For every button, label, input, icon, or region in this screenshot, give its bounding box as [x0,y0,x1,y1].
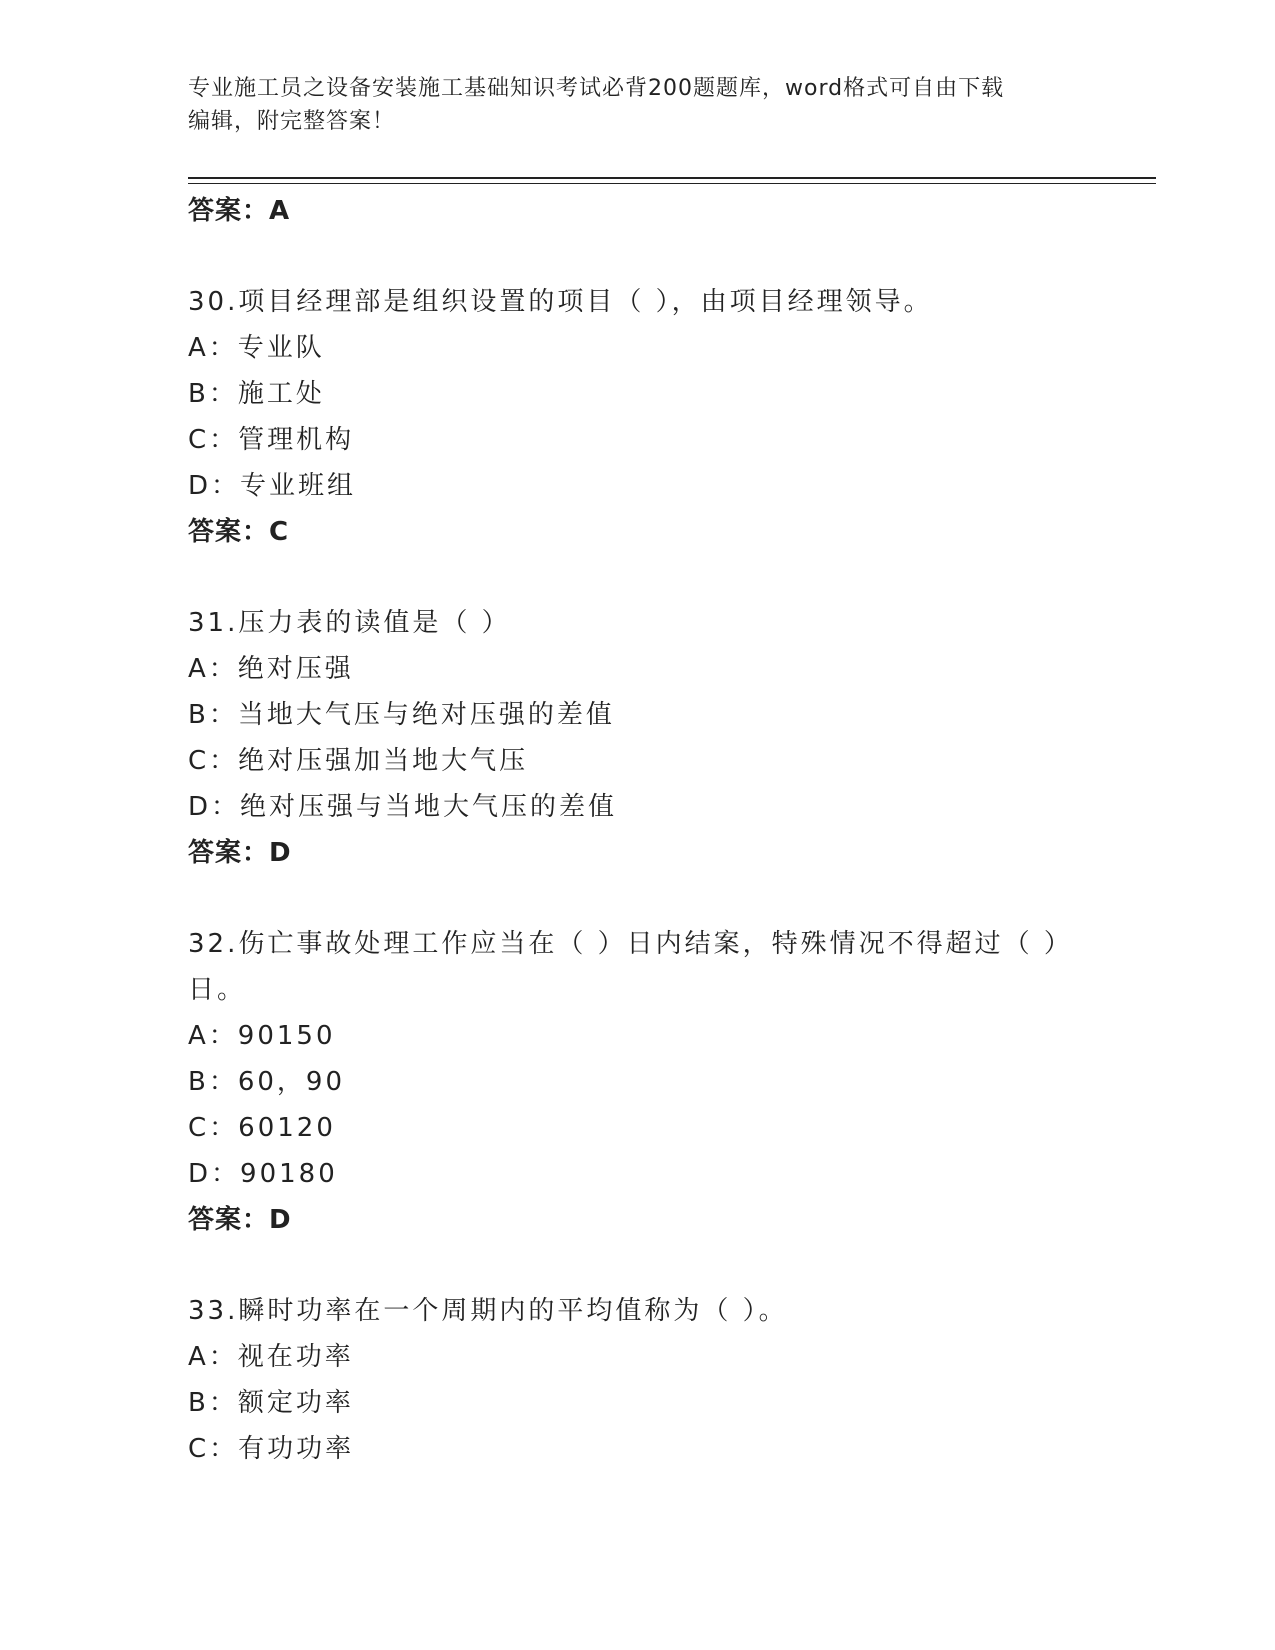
option-a: A：90150 [188,1021,336,1051]
spacer [188,555,1148,600]
question-30 [188,279,1148,555]
option-b: B：额定功率 [188,1388,354,1418]
question-list [188,188,1148,1472]
header-rule-thick [188,177,1156,179]
question-stem-continued: 日。 [188,975,247,1005]
option-d: D：90180 [188,1159,338,1189]
question-stem: 33.瞬时功率在一个周期内的平均值称为（ ）。 [188,1296,788,1326]
document-header [188,72,1088,138]
option-c: C：60120 [188,1113,336,1143]
option-d: D：专业班组 [188,471,357,501]
answer-line: 答案：C [188,517,290,547]
option-b: B：施工处 [188,379,325,409]
answer-line: 答案：D [188,838,292,868]
option-d: D：绝对压强与当地大气压的差值 [188,792,618,822]
question-31 [188,600,1148,876]
option-b: B：60，90 [188,1067,346,1097]
option-a: A：绝对压强 [188,654,354,684]
spacer [188,234,1148,279]
option-c: C：有功功率 [188,1434,355,1464]
question-stem: 31.压力表的读值是（ ） [188,608,511,638]
header-line-2: 编辑，附完整答案！ [188,109,396,134]
question-stem: 30.项目经理部是组织设置的项目（ ），由项目经理领导。 [188,287,933,317]
answer-line: 答案：A [188,196,291,226]
option-a: A：视在功率 [188,1342,354,1372]
option-a: A：专业队 [188,333,325,363]
question-stem: 32.伤亡事故处理工作应当在（ ）日内结案，特殊情况不得超过（ ） [188,929,1073,959]
header-line-1: 专业施工员之设备安装施工基础知识考试必背200题题库，word格式可自由下载 [188,76,1005,101]
question-32 [188,921,1148,1243]
spacer [188,1243,1148,1288]
option-b: B：当地大气压与绝对压强的差值 [188,700,615,730]
answer-line: 答案：D [188,1205,292,1235]
header-rule-thin [188,183,1156,184]
spacer [188,876,1148,921]
option-c: C：绝对压强加当地大气压 [188,746,529,776]
option-c: C：管理机构 [188,425,355,455]
question-33 [188,1288,1148,1472]
